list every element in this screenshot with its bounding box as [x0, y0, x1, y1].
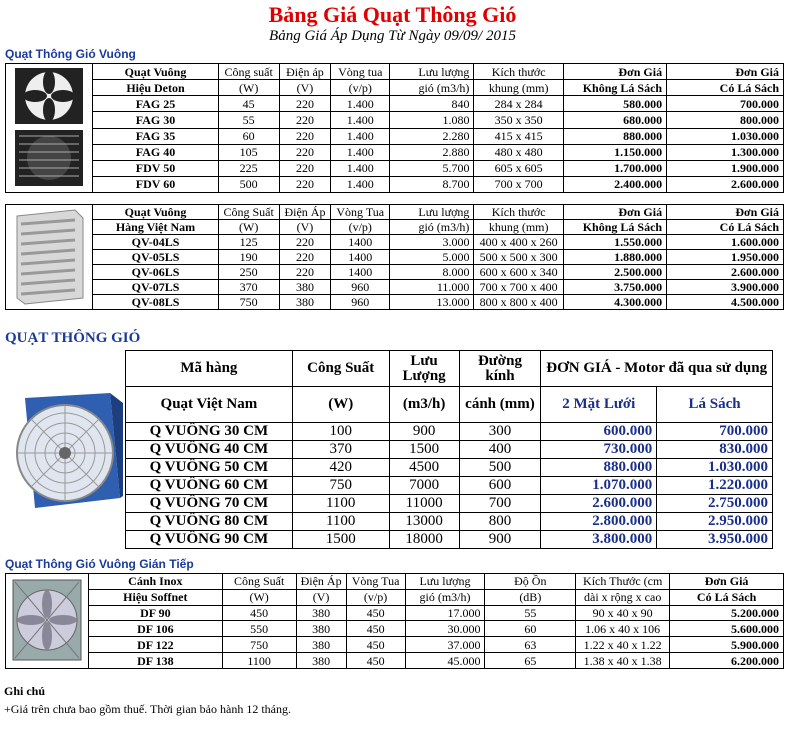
table-cell: 400 x 400 x 260	[474, 235, 563, 250]
header-cell: dài x rộng x cao	[576, 589, 670, 605]
h-canh: cánh (mm)	[459, 387, 541, 423]
table-cell: 60	[485, 621, 576, 637]
table-cell: 680.000	[563, 112, 666, 128]
table-cell: 18000	[389, 531, 459, 549]
table-cell: 800	[459, 513, 541, 531]
table-cell: 1400	[331, 250, 390, 265]
table-vietnam	[5, 204, 784, 310]
table-cell: 1500	[292, 531, 389, 549]
table-cell: FAG 25	[93, 96, 218, 112]
table-cell: 370	[218, 280, 279, 295]
table-cell: 750	[218, 295, 279, 310]
table-cell: FAG 35	[93, 128, 218, 144]
section3-heading: QUẠT THÔNG GIÓ	[5, 330, 141, 346]
table-row	[126, 423, 773, 441]
header-cell: Quạt Vuông	[93, 64, 218, 80]
table-cell: 580.000	[563, 96, 666, 112]
table-cell: 13.000	[390, 295, 474, 310]
table-cell: 350 x 350	[474, 112, 563, 128]
table-cell: 37.000	[405, 637, 485, 653]
table-cell: 5.600.000	[670, 621, 784, 637]
section1-heading: Quạt Thông Gió Vuông	[5, 47, 136, 61]
table-cell: 605 x 605	[474, 160, 563, 176]
h-ma-hang: Mã hàng	[126, 351, 293, 387]
table-row	[6, 605, 784, 621]
header-cell: (V)	[279, 220, 331, 235]
table-cell: 1500	[389, 441, 459, 459]
table-cell: 1.030.000	[667, 128, 784, 144]
table-row	[126, 459, 773, 477]
header-cell: Vòng Tua	[331, 205, 390, 220]
header-cell: gió (m3/h)	[390, 220, 474, 235]
header-cell: Kích Thước (cm	[576, 574, 670, 590]
table-cell: 450	[346, 653, 405, 669]
header-cell: Cánh Inox	[88, 574, 222, 590]
table-row	[126, 495, 773, 513]
table-cell: 960	[331, 280, 390, 295]
table-cell: 63	[485, 637, 576, 653]
table-row	[6, 280, 784, 295]
table-cell: 450	[346, 605, 405, 621]
table-cell: 960	[331, 295, 390, 310]
table-cell: 3.950.000	[657, 531, 773, 549]
table-row	[6, 112, 784, 128]
header-cell: (v/p)	[346, 589, 405, 605]
table-cell: 700.000	[667, 96, 784, 112]
table-cell: 1.070.000	[541, 477, 657, 495]
table-cell: 190	[218, 250, 279, 265]
header-cell: (W)	[222, 589, 296, 605]
header-cell: Vòng Tua	[346, 574, 405, 590]
table-cell: 1.700.000	[563, 160, 666, 176]
table-cell: QV-08LS	[93, 295, 218, 310]
table-row	[6, 265, 784, 280]
table-cell: Q VUÔNG 90 CM	[126, 531, 293, 549]
table-cell: 65	[485, 653, 576, 669]
table-cell: 2.880	[390, 144, 474, 160]
table-cell: 420	[292, 459, 389, 477]
table-cell: 17.000	[405, 605, 485, 621]
table-cell: 1.22 x 40 x 1.22	[576, 637, 670, 653]
table-row	[126, 513, 773, 531]
page-title: Bảng Giá Quạt Thông Gió	[268, 2, 517, 27]
header-cell: khung (mm)	[474, 80, 563, 96]
table-cell: 2.600.000	[667, 176, 784, 192]
table-cell: DF 106	[88, 621, 222, 637]
table-cell: QV-06LS	[93, 265, 218, 280]
table-cell: FAG 30	[93, 112, 218, 128]
table-cell: 2.280	[390, 128, 474, 144]
header-cell: Đơn Giá	[670, 574, 784, 590]
h-lasach: Lá Sách	[657, 387, 773, 423]
header-cell: (W)	[218, 80, 279, 96]
table-cell: 415 x 415	[474, 128, 563, 144]
table-cell: 450	[222, 605, 296, 621]
table-row	[126, 441, 773, 459]
table-cell: 1100	[292, 495, 389, 513]
table-cell: 4.500.000	[667, 295, 784, 310]
table-cell: 880.000	[541, 459, 657, 477]
table-cell: 450	[346, 637, 405, 653]
table-cell: 840	[390, 96, 474, 112]
table-row	[126, 531, 773, 549]
table-cell: 45.000	[405, 653, 485, 669]
header-cell: Điện Áp	[279, 205, 331, 220]
table-cell: DF 138	[88, 653, 222, 669]
table-header-row	[6, 64, 784, 80]
table-cell: 60	[218, 128, 279, 144]
table-cell: Q VUÔNG 40 CM	[126, 441, 293, 459]
table-cell: 700 x 700	[474, 176, 563, 192]
header-cell: Đơn Giá	[563, 64, 666, 80]
header-cell: (v/p)	[331, 220, 390, 235]
table-cell: 5.200.000	[670, 605, 784, 621]
table-cell: QV-07LS	[93, 280, 218, 295]
table-cell: 7000	[389, 477, 459, 495]
table-cell: 370	[292, 441, 389, 459]
table-cell: 3.900.000	[667, 280, 784, 295]
header-cell: Kích thước	[474, 205, 563, 220]
table-cell: 13000	[389, 513, 459, 531]
header-cell: Đơn Giá	[667, 205, 784, 220]
table-row	[6, 160, 784, 176]
sec4-fan-image	[6, 574, 89, 669]
table-cell: 55	[485, 605, 576, 621]
table-cell: 4500	[389, 459, 459, 477]
header-cell: Điện Áp	[296, 574, 346, 590]
h-2mat: 2 Mặt Lưới	[541, 387, 657, 423]
header-cell: Công Suất	[218, 205, 279, 220]
table-cell: 400	[459, 441, 541, 459]
table-header-row	[6, 220, 784, 235]
h-quat-vn: Quạt Việt Nam	[126, 387, 293, 423]
table-cell: 880.000	[563, 128, 666, 144]
table-cell: 750	[292, 477, 389, 495]
header-cell: (v/p)	[331, 80, 390, 96]
table-cell: 700 x 700 x 400	[474, 280, 563, 295]
header-cell: Không Lá Sách	[563, 220, 666, 235]
note-heading: Ghi chú	[4, 684, 46, 698]
table-cell: QV-04LS	[93, 235, 218, 250]
table-cell: 1.030.000	[657, 459, 773, 477]
h-cong-suat: Công Suất	[292, 351, 389, 387]
table-cell: 11.000	[390, 280, 474, 295]
header-cell: Vòng tua	[331, 64, 390, 80]
table-cell: 284 x 284	[474, 96, 563, 112]
table-row	[6, 176, 784, 192]
table-cell: 220	[279, 235, 331, 250]
table-row	[6, 295, 784, 310]
table-cell: 380	[296, 637, 346, 653]
header-cell: Không Lá Sách	[563, 80, 666, 96]
table-cell: 2.500.000	[563, 265, 666, 280]
table-cell: DF 90	[88, 605, 222, 621]
table-cell: Q VUÔNG 70 CM	[126, 495, 293, 513]
table-cell: 220	[279, 128, 331, 144]
table-cell: 250	[218, 265, 279, 280]
table-cell: 380	[279, 280, 331, 295]
table-cell: 800 x 800 x 400	[474, 295, 563, 310]
table-header-row	[6, 574, 784, 590]
table-row	[6, 653, 784, 669]
table-cell: Q VUÔNG 30 CM	[126, 423, 293, 441]
table-cell: 730.000	[541, 441, 657, 459]
table-cell: 2.750.000	[657, 495, 773, 513]
table-cell: 3.000	[390, 235, 474, 250]
table-cell: 11000	[389, 495, 459, 513]
table-cell: 380	[279, 295, 331, 310]
table-cell: QV-05LS	[93, 250, 218, 265]
sec2-fan-image	[6, 205, 93, 310]
table-cell: 3.800.000	[541, 531, 657, 549]
table-row	[126, 477, 773, 495]
table-cell: 225	[218, 160, 279, 176]
sec1-fan-image	[6, 64, 93, 193]
header-cell: gió (m3/h)	[390, 80, 474, 96]
table-cell: 105	[218, 144, 279, 160]
table-header-row	[6, 80, 784, 96]
table-cell: 3.750.000	[563, 280, 666, 295]
table-cell: 5.700	[390, 160, 474, 176]
table-row	[6, 144, 784, 160]
table-cell: FDV 60	[93, 176, 218, 192]
table-cell: 600.000	[541, 423, 657, 441]
header-cell: Có Lá Sách	[670, 589, 784, 605]
note-text: +Giá trên chưa bao gồm thuế. Thời gian bảo hành 12 tháng.	[4, 702, 291, 716]
table-cell: 220	[279, 265, 331, 280]
table-cell: DF 122	[88, 637, 222, 653]
table-cell: 8.000	[390, 265, 474, 280]
table-cell: 900	[459, 531, 541, 549]
table-cell: 380	[296, 605, 346, 621]
header-cell: (V)	[296, 589, 346, 605]
header-cell: (V)	[279, 80, 331, 96]
table-cell: 5.000	[390, 250, 474, 265]
table-cell: 1.300.000	[667, 144, 784, 160]
table-cell: 1400	[331, 235, 390, 250]
table-cell: 900	[389, 423, 459, 441]
table-cell: 600 x 600 x 340	[474, 265, 563, 280]
table-cell: Q VUÔNG 60 CM	[126, 477, 293, 495]
header-cell: khung (mm)	[474, 220, 563, 235]
table-cell: 100	[292, 423, 389, 441]
table-cell: 380	[296, 621, 346, 637]
table-deton	[5, 63, 784, 193]
table-cell: 90 x 40 x 90	[576, 605, 670, 621]
table-row	[6, 235, 784, 250]
table-cell: 1.400	[331, 128, 390, 144]
h-luu-luong: Lưu Lượng	[389, 351, 459, 387]
table-cell: 220	[279, 250, 331, 265]
header-cell: Hiệu Soffnet	[88, 589, 222, 605]
table-cell: 1.400	[331, 144, 390, 160]
table-cell: 1.550.000	[563, 235, 666, 250]
table-cell: 220	[279, 96, 331, 112]
h-duong-kinh: Đường kính	[459, 351, 541, 387]
header-cell: (dB)	[485, 589, 576, 605]
header-cell: Lưu lượng	[405, 574, 485, 590]
table-cell: 5.900.000	[670, 637, 784, 653]
table-cell: 2.800.000	[541, 513, 657, 531]
table-cell: 800.000	[667, 112, 784, 128]
table-cell: 125	[218, 235, 279, 250]
header-cell: Lưu lượng	[390, 64, 474, 80]
table-cell: 700.000	[657, 423, 773, 441]
header-cell: Điện áp	[279, 64, 331, 80]
table-cell: 600	[459, 477, 541, 495]
page-subtitle: Bảng Giá Áp Dụng Từ Ngày 09/09/ 2015	[269, 28, 516, 44]
table-cell: 1100	[222, 653, 296, 669]
table-cell: 1.880.000	[563, 250, 666, 265]
table-cell: 1.220.000	[657, 477, 773, 495]
table-cell: FAG 40	[93, 144, 218, 160]
table-cell: Q VUÔNG 50 CM	[126, 459, 293, 477]
table-header-row	[6, 589, 784, 605]
table-cell: 220	[279, 160, 331, 176]
table-cell: FDV 50	[93, 160, 218, 176]
table-cell: 1.400	[331, 160, 390, 176]
table-cell: 830.000	[657, 441, 773, 459]
table-row	[6, 96, 784, 112]
table-cell: 1400	[331, 265, 390, 280]
table-cell: 4.300.000	[563, 295, 666, 310]
header-cell: (W)	[218, 220, 279, 235]
table-quat-thong-gio	[125, 350, 773, 549]
fan-photo-blue	[5, 388, 125, 513]
table-cell: 380	[296, 653, 346, 669]
header-cell: Công Suất	[222, 574, 296, 590]
table-cell: 2.600.000	[667, 265, 784, 280]
section4-heading: Quạt Thông Gió Vuông Gián Tiếp	[5, 557, 194, 571]
table-cell: 2.400.000	[563, 176, 666, 192]
header-cell: Hiệu Deton	[93, 80, 218, 96]
table-cell: 220	[279, 144, 331, 160]
table-cell: 1.400	[331, 176, 390, 192]
header-cell: Lưu lượng	[390, 205, 474, 220]
table-row	[6, 621, 784, 637]
table-cell: 500	[218, 176, 279, 192]
table-cell: 8.700	[390, 176, 474, 192]
table-cell: 1.38 x 40 x 1.38	[576, 653, 670, 669]
table-cell: 2.950.000	[657, 513, 773, 531]
table-cell: 500 x 500 x 300	[474, 250, 563, 265]
header-cell: Đơn Giá	[563, 205, 666, 220]
table-cell: 300	[459, 423, 541, 441]
table-cell: 1.900.000	[667, 160, 784, 176]
table-cell: 550	[222, 621, 296, 637]
table-cell: 1.950.000	[667, 250, 784, 265]
h-w: (W)	[292, 387, 389, 423]
h-don-gia: ĐƠN GIÁ - Motor đã qua sử dụng	[541, 351, 773, 387]
table-cell: 1.150.000	[563, 144, 666, 160]
h-m3h: (m3/h)	[389, 387, 459, 423]
table-row	[6, 250, 784, 265]
table-cell: 450	[346, 621, 405, 637]
header-cell: Có Lá Sách	[667, 220, 784, 235]
table-cell: 55	[218, 112, 279, 128]
table-cell: 30.000	[405, 621, 485, 637]
table-cell: 1.400	[331, 112, 390, 128]
table-cell: 220	[279, 112, 331, 128]
header-cell: Quạt Vuông	[93, 205, 218, 220]
header-cell: Đơn Giá	[667, 64, 784, 80]
table-row	[6, 128, 784, 144]
table-soffnet	[5, 573, 784, 669]
header-cell: gió (m3/h)	[405, 589, 485, 605]
table-cell: 45	[218, 96, 279, 112]
header-cell: Hàng Việt Nam	[93, 220, 218, 235]
table-header-row	[6, 205, 784, 220]
header-cell: Độ Ồn	[485, 574, 576, 590]
table-cell: 6.200.000	[670, 653, 784, 669]
table-cell: 220	[279, 176, 331, 192]
table-cell: 1.600.000	[667, 235, 784, 250]
table-cell: 1.400	[331, 96, 390, 112]
table-cell: 2.600.000	[541, 495, 657, 513]
table-cell: Q VUÔNG 80 CM	[126, 513, 293, 531]
header-cell: Có Lá Sách	[667, 80, 784, 96]
table-row	[6, 637, 784, 653]
header-cell: Công suất	[218, 64, 279, 80]
table-cell: 1.080	[390, 112, 474, 128]
table-cell: 1.06 x 40 x 106	[576, 621, 670, 637]
table-cell: 700	[459, 495, 541, 513]
header-cell: Kích thước	[474, 64, 563, 80]
table-cell: 480 x 480	[474, 144, 563, 160]
table-cell: 500	[459, 459, 541, 477]
table-cell: 1100	[292, 513, 389, 531]
table-cell: 750	[222, 637, 296, 653]
